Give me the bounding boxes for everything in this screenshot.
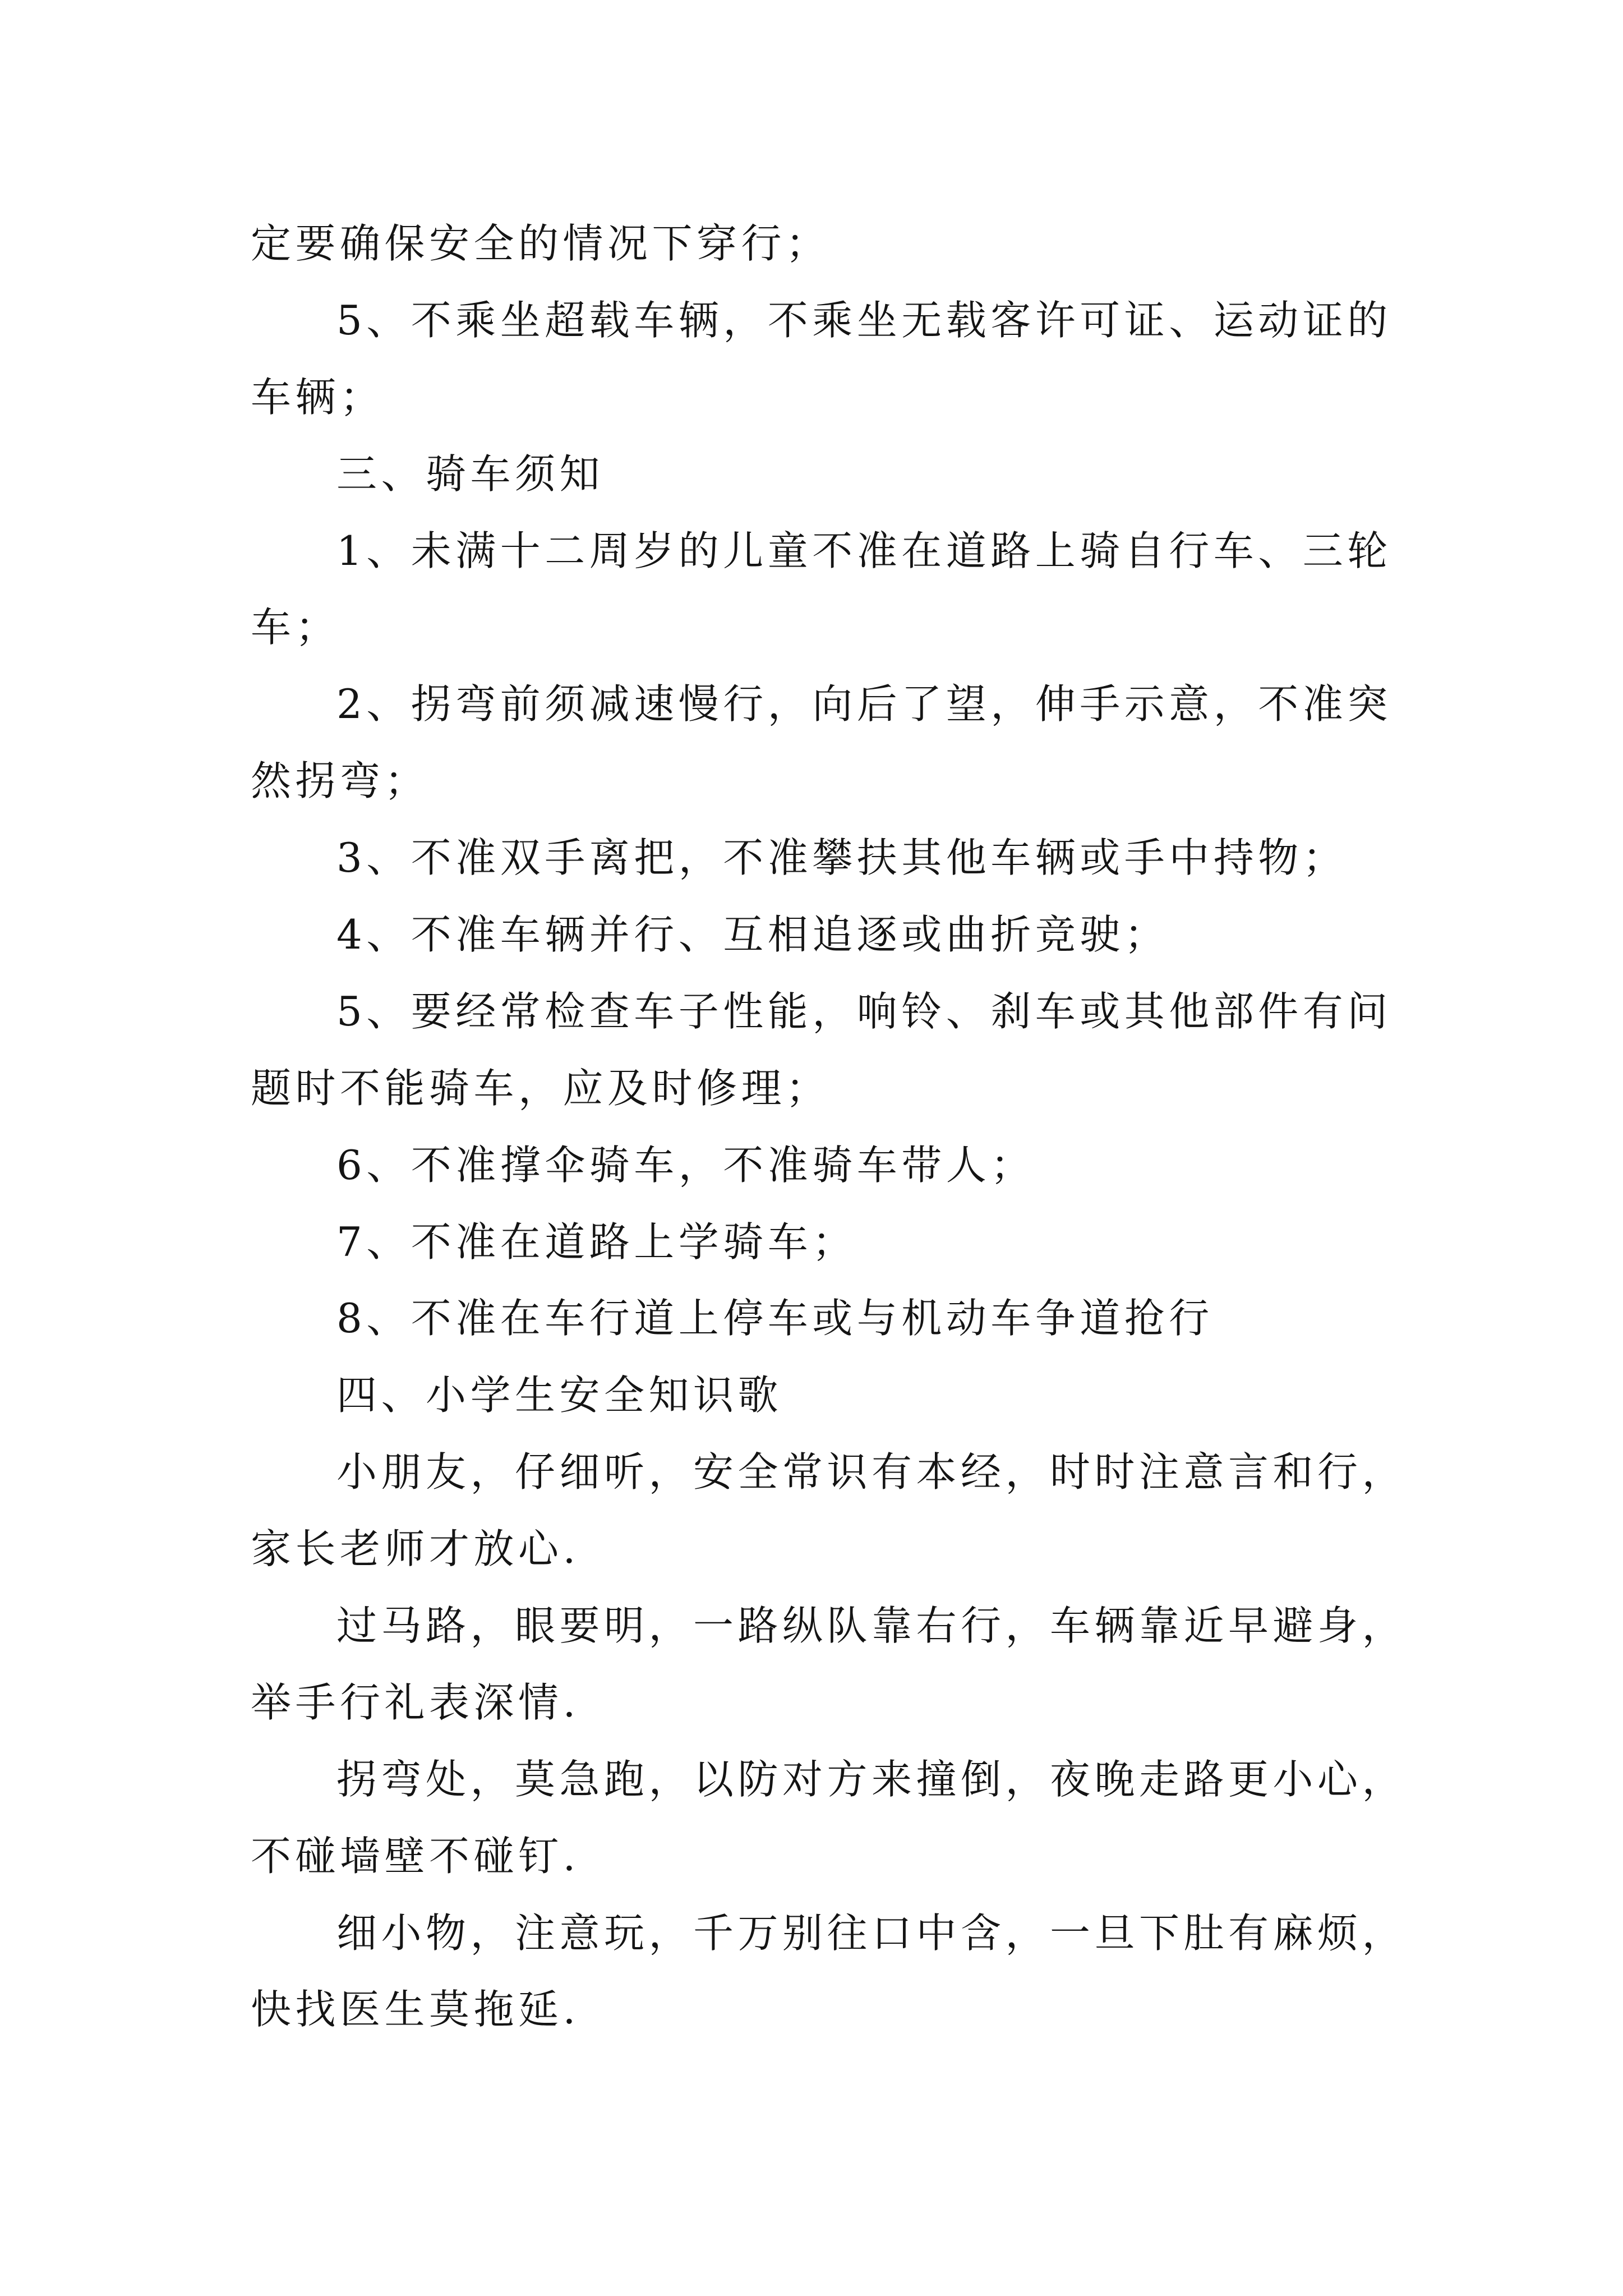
text-line: 小朋友，仔细听，安全常识有本经，时时注意言和行， [336,1448,1407,1496]
text-line: 快找医生莫拖延. [251,1986,580,2033]
section-heading: 三、骑车须知 [336,450,605,498]
text-line: 5、不乘坐超载车辆，不乘坐无载客许可证、运动证的 [336,296,1392,344]
text-line: 2、拐弯前须减速慢行，向后了望，伸手示意，不准突 [336,680,1392,728]
text-line: 7、不准在道路上学骑车； [336,1218,857,1266]
text-line: 1、未满十二周岁的儿童不准在道路上骑自行车、三轮 [336,527,1392,574]
text-line: 不碰墙壁不碰钉. [251,1832,580,1880]
text-line: 细小物，注意玩，千万别往口中含，一旦下肚有麻烦， [336,1909,1407,1957]
text-line: 举手行礼表深情. [251,1678,580,1726]
document-body [251,205,1417,2048]
text-line: 车； [251,604,340,651]
text-line: 6、不准撑伞骑车，不准骑车带人； [336,1141,1035,1189]
text-line: 5、要经常检查车子性能，响铃、刹车或其他部件有问 [336,987,1392,1035]
text-line: 4、不准车辆并行、互相追逐或曲折竞驶； [336,911,1169,959]
text-line: 然拐弯； [251,757,430,805]
section-heading: 四、小学生安全知识歌 [336,1372,783,1419]
text-line: 拐弯处，莫急跑，以防对方来撞倒，夜晚走路更小心， [336,1755,1407,1803]
text-line: 车辆； [251,373,385,421]
text-line: 家长老师才放心. [251,1525,580,1573]
text-line: 定要确保安全的情况下穿行； [251,220,831,267]
text-line: 3、不准双手离把，不准攀扶其他车辆或手中持物； [336,834,1348,882]
text-line: 题时不能骑车，应及时修理； [251,1064,831,1112]
text-line: 8、不准在车行道上停车或与机动车争道抢行 [336,1295,1214,1342]
text-line: 过马路，眼要明，一路纵队靠右行，车辆靠近早避身， [336,1602,1407,1650]
